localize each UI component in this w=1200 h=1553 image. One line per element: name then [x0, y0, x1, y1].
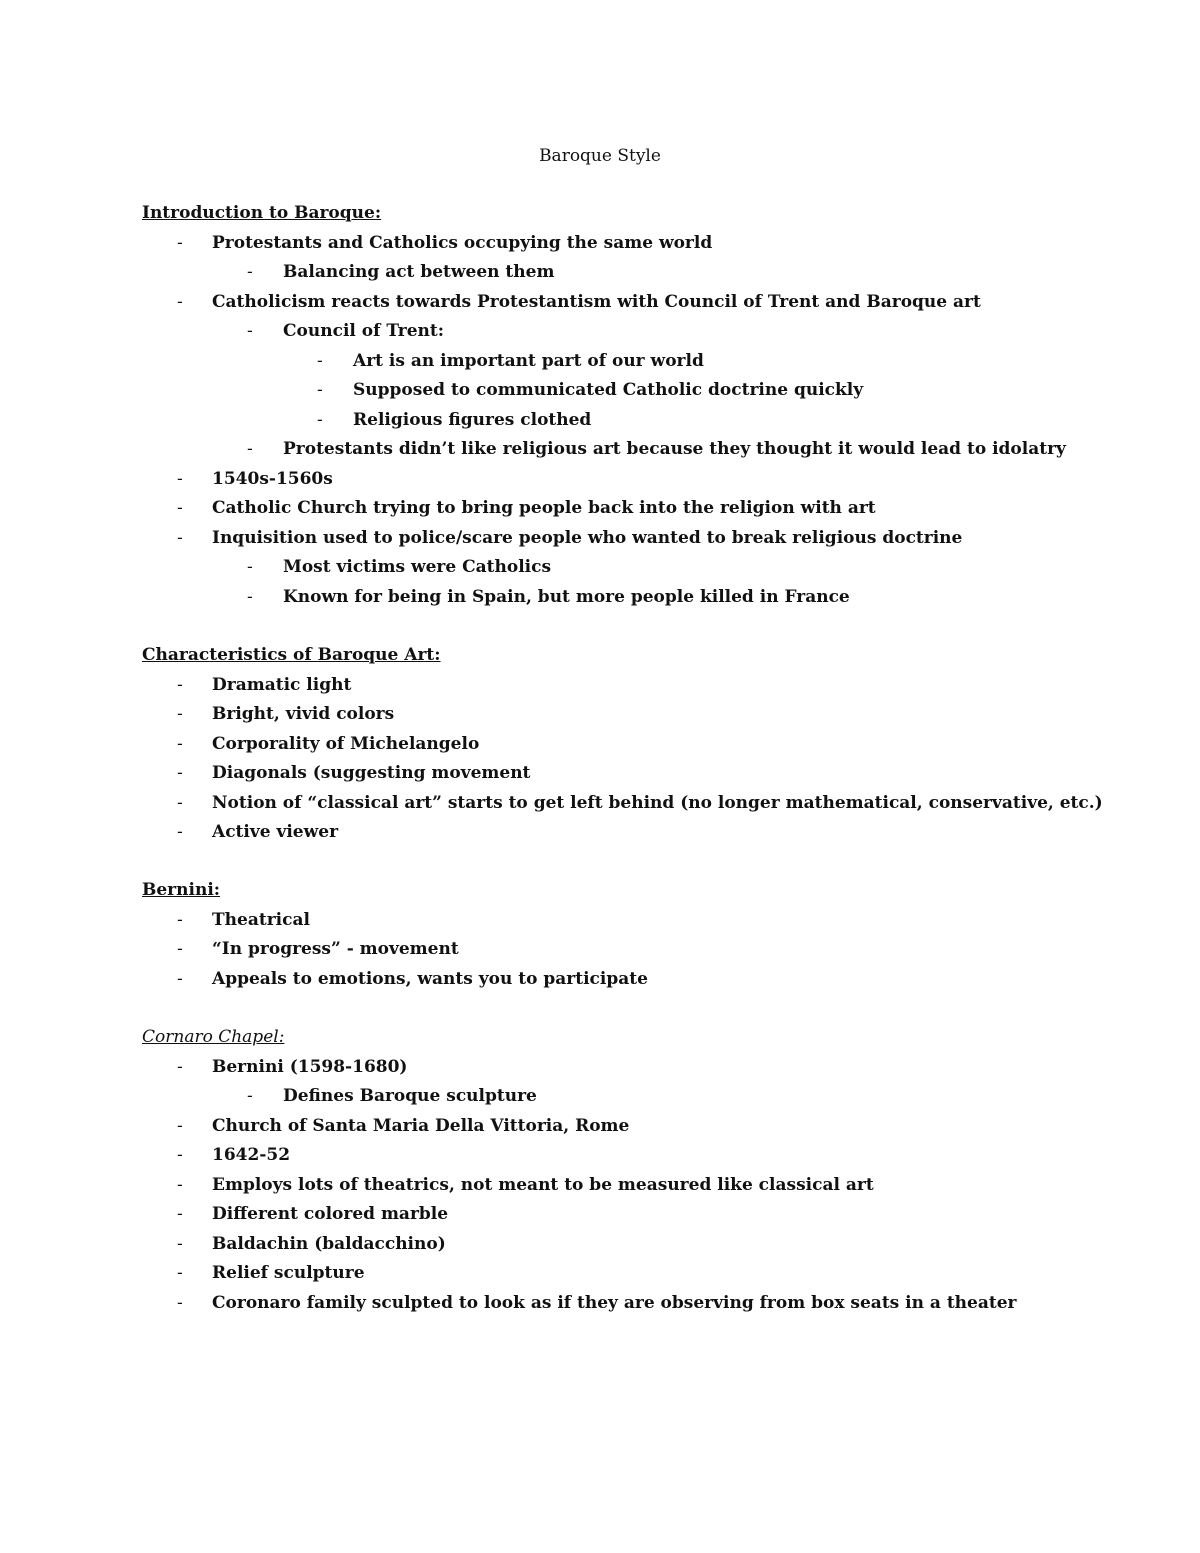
- list-item-text: Bernini (1598-1680): [212, 1056, 408, 1077]
- list-item-text: Bright, vivid colors: [212, 704, 395, 724]
- bullet-dash: -: [247, 557, 253, 577]
- list-item: [142, 965, 1142, 995]
- list-item: [142, 1289, 1142, 1319]
- list-item: [142, 288, 1142, 318]
- bullet-dash: -: [247, 439, 253, 459]
- bullet-dash: -: [177, 733, 183, 754]
- bullet-dash: -: [177, 1115, 183, 1136]
- list-item: [142, 347, 1142, 377]
- list-item: [142, 1082, 1142, 1112]
- bullet-dash: -: [317, 409, 323, 430]
- list-item: [142, 1053, 1142, 1083]
- list-item: [142, 524, 1142, 554]
- bullet-dash: -: [247, 262, 253, 282]
- list-item: [142, 229, 1142, 259]
- list-item: [142, 1141, 1142, 1171]
- bullet-dash: -: [177, 1263, 183, 1283]
- list-item: [142, 1200, 1142, 1230]
- bullet-dash: -: [177, 232, 183, 253]
- section-heading: Bernini:: [142, 880, 221, 900]
- list-item-text: Most victims were Catholics: [283, 557, 552, 577]
- list-item-text: Relief sculpture: [212, 1263, 365, 1283]
- section-bernini: [142, 876, 1142, 994]
- list-item-text: “In progress” - movement: [212, 939, 459, 959]
- list-item: [142, 258, 1142, 288]
- list-item: [142, 818, 1142, 848]
- list-item: [142, 700, 1142, 730]
- list-item: [142, 553, 1142, 583]
- bullet-dash: -: [247, 321, 253, 341]
- bullet-list: [142, 1053, 1142, 1319]
- list-item-text: Defines Baroque sculpture: [283, 1086, 537, 1106]
- section-characteristics: [142, 641, 1142, 848]
- bullet-list: [142, 906, 1142, 995]
- bullet-dash: -: [177, 822, 183, 842]
- list-item: [142, 789, 1142, 819]
- list-item: [142, 435, 1142, 465]
- list-item: [142, 730, 1142, 760]
- list-item-text: Different colored marble: [212, 1204, 449, 1224]
- list-item: [142, 465, 1142, 495]
- list-item-text: Balancing act between them: [283, 262, 555, 282]
- list-item-text: 1642-52: [212, 1145, 291, 1165]
- list-item-text: Baldachin (baldacchino): [212, 1233, 446, 1254]
- list-item-text: Notion of “classical art” starts to get left behind (no longer mathematical, conservative, etc.): [212, 792, 1103, 813]
- section-heading: Characteristics of Baroque Art:: [142, 645, 441, 665]
- list-item-text: Art is an important part of our world: [353, 350, 704, 371]
- bullet-dash: -: [177, 498, 183, 518]
- bullet-dash: -: [177, 1292, 183, 1313]
- bullet-dash: -: [177, 1233, 183, 1254]
- list-item-text: Protestants didn’t like religious art because they thought it would lead to idolatry: [283, 439, 1066, 459]
- list-item-text: Religious figures clothed: [353, 409, 592, 430]
- list-item-text: Theatrical: [212, 909, 310, 930]
- bullet-dash: -: [177, 674, 183, 695]
- bullet-dash: -: [177, 1174, 183, 1195]
- bullet-dash: -: [247, 1086, 253, 1106]
- list-item: [142, 1112, 1142, 1142]
- list-item-text: Council of Trent:: [283, 321, 445, 341]
- bullet-dash: -: [317, 380, 323, 400]
- section-introduction: [142, 199, 1142, 612]
- list-item-text: 1540s-1560s: [212, 468, 333, 489]
- bullet-dash: -: [247, 586, 253, 607]
- section-cornaro-chapel: [142, 1023, 1142, 1318]
- list-item-text: Corporality of Michelangelo: [212, 733, 480, 754]
- bullet-dash: -: [177, 909, 183, 930]
- list-item-text: Inquisition used to police/scare people who wanted to break religious doctrine: [212, 527, 963, 548]
- bullet-dash: -: [177, 468, 183, 489]
- bullet-dash: -: [317, 350, 323, 371]
- bullet-dash: -: [177, 968, 183, 989]
- list-item-text: Catholicism reacts towards Protestantism with Council of Trent and Baroque art: [212, 291, 981, 312]
- bullet-dash: -: [177, 291, 183, 312]
- list-item-text: Coronaro family sculpted to look as if they are observing from box seats in a theater: [212, 1292, 1017, 1313]
- list-item-text: Dramatic light: [212, 674, 352, 695]
- list-item-text: Catholic Church trying to bring people back into the religion with art: [212, 498, 876, 518]
- list-item: [142, 406, 1142, 436]
- list-item: [142, 935, 1142, 965]
- list-item: [142, 376, 1142, 406]
- list-item-text: Supposed to communicated Catholic doctrine quickly: [353, 380, 864, 400]
- list-item-text: Employs lots of theatrics, not meant to be measured like classical art: [212, 1174, 874, 1195]
- list-item: [142, 1171, 1142, 1201]
- list-item: [142, 1259, 1142, 1289]
- bullet-dash: -: [177, 763, 183, 783]
- bullet-dash: -: [177, 1204, 183, 1224]
- section-heading: Introduction to Baroque:: [142, 203, 382, 223]
- bullet-dash: -: [177, 1056, 183, 1077]
- list-item-text: Active viewer: [212, 822, 339, 842]
- list-item: [142, 1230, 1142, 1260]
- list-item: [142, 671, 1142, 701]
- list-item-text: Known for being in Spain, but more people killed in France: [283, 586, 850, 607]
- bullet-list: [142, 671, 1142, 848]
- list-item: [142, 494, 1142, 524]
- bullet-list: [142, 229, 1142, 613]
- bullet-dash: -: [177, 1145, 183, 1165]
- page-title: Baroque Style: [539, 146, 661, 166]
- list-item-text: Appeals to emotions, wants you to participate: [212, 968, 648, 989]
- list-item: [142, 317, 1142, 347]
- list-item-text: Diagonals (suggesting movement: [212, 763, 531, 783]
- bullet-dash: -: [177, 792, 183, 813]
- list-item: [142, 583, 1142, 613]
- bullet-dash: -: [177, 939, 183, 959]
- list-item-text: Protestants and Catholics occupying the same world: [212, 232, 713, 253]
- list-item: [142, 906, 1142, 936]
- bullet-dash: -: [177, 527, 183, 548]
- list-item: [142, 759, 1142, 789]
- list-item-text: Church of Santa Maria Della Vittoria, Rome: [212, 1115, 630, 1136]
- bullet-dash: -: [177, 704, 183, 724]
- section-heading: Cornaro Chapel:: [142, 1027, 285, 1047]
